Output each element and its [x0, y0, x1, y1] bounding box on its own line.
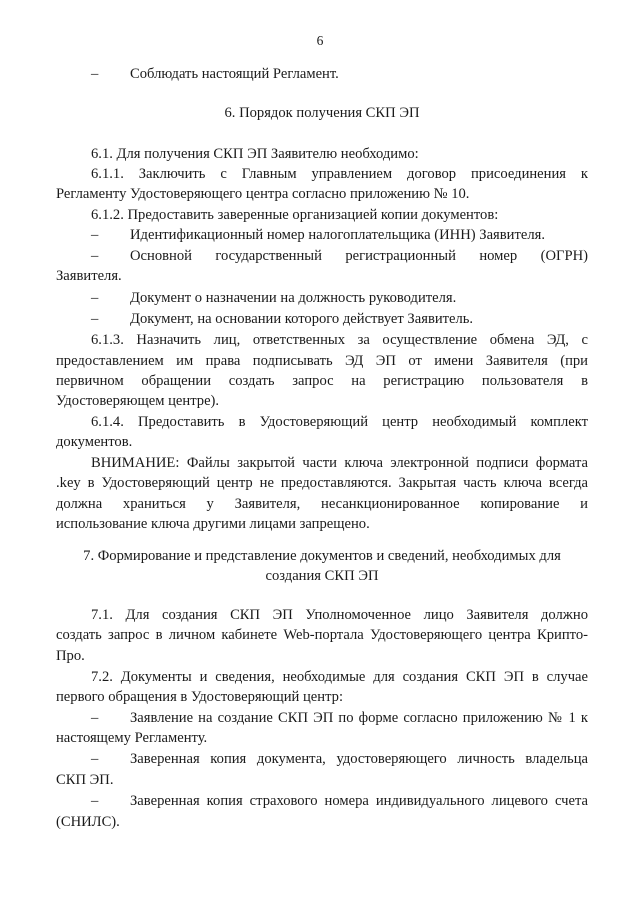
warning-line1: ВНИМАНИЕ: Файлы закрытой части ключа электронной подписи формата — [91, 455, 588, 471]
clause-6-1-4-line1: 6.1.4. Предоставить в Удостоверяющий центр необходимый комплект — [91, 414, 588, 430]
list-item-snils-line1: Заверенная копия страхового номера индивидуального лицевого счета — [130, 793, 588, 809]
section-6-heading: 6. Порядок получения СКП ЭП — [224, 105, 420, 121]
list-item-appointment-doc: Документ о назначении на должность руководителя. — [130, 290, 457, 306]
list-item-id-copy-line2: СКП ЭП. — [56, 772, 114, 788]
section-7-heading-line2: создания СКП ЭП — [265, 568, 379, 584]
clause-6-1-3-line2: предоставлением им права подписывать ЭД ЭП от имени Заявителя (при — [56, 353, 588, 369]
clause-7-2-line2: первого обращения в Удостоверяющий центр: — [56, 689, 344, 705]
list-item-inn: Идентификационный номер налогоплательщика (ИНН) Заявителя. — [130, 227, 545, 243]
list-item-id-copy-line1: Заверенная копия документа, удостоверяющего личность владельца — [130, 751, 588, 767]
list-dash: – — [91, 710, 99, 726]
warning-line3: должна храниться у Заявителя, несанкционированное копирование и — [56, 496, 588, 512]
clause-6-1-1-line1: 6.1.1. Заключить с Главным управлением договор присоединения к — [91, 166, 588, 182]
clause-6-1-1-line2: Регламенту Удостоверяющего центра согласно приложению № 10. — [56, 186, 470, 202]
clause-7-2-line1: 7.2. Документы и сведения, необходимые для создания СКП ЭП в случае — [91, 669, 588, 685]
list-dash: – — [91, 751, 99, 767]
list-dash: – — [91, 290, 99, 306]
list-dash: – — [91, 66, 99, 82]
warning-line2: .key в Удостоверяющий центр не предоставляются. Закрытая часть ключа всегда — [56, 475, 588, 491]
section-7-heading-line1: 7. Формирование и представление документов и сведений, необходимых для — [83, 548, 561, 564]
warning-line4: использование ключа другими лицами запрещено. — [56, 516, 370, 532]
clause-7-1-line2: создать запрос в личном кабинете Web-портала Удостоверяющего центра Крипто- — [56, 627, 588, 643]
list-item-ogrn-line1: Основной государственный регистрационный номер (ОГРН) — [130, 248, 588, 264]
page-number: 6 — [316, 33, 324, 48]
clause-6-1-3-line1: 6.1.3. Назначить лиц, ответственных за осуществление обмена ЭД, с — [91, 332, 588, 348]
list-item-application-line1: Заявление на создание СКП ЭП по форме согласно приложению № 1 к — [130, 710, 588, 726]
clause-7-1-line3: Про. — [56, 648, 85, 664]
clause-6-1: 6.1. Для получения СКП ЭП Заявителю необходимо: — [91, 146, 419, 162]
list-dash: – — [91, 248, 99, 264]
clause-6-1-3-line4: Удостоверяющем центре). — [56, 393, 220, 409]
list-item-follow-regulation: Соблюдать настоящий Регламент. — [130, 66, 339, 82]
clause-6-1-2: 6.1.2. Предоставить заверенные организацией копии документов: — [91, 207, 499, 223]
list-item-application-line2: настоящему Регламенту. — [56, 730, 208, 746]
list-dash: – — [91, 311, 99, 327]
list-item-ogrn-line2: Заявителя. — [56, 268, 122, 284]
clause-7-1-line1: 7.1. Для создания СКП ЭП Уполномоченное лицо Заявителя должно — [91, 607, 588, 623]
list-dash: – — [91, 793, 99, 809]
list-dash: – — [91, 227, 99, 243]
list-item-snils-line2: (СНИЛС). — [56, 814, 120, 830]
list-item-authority-doc: Документ, на основании которого действует Заявитель. — [130, 311, 474, 327]
clause-6-1-3-line3: первичном обращении создать запрос на регистрацию пользователя в — [56, 373, 588, 389]
clause-6-1-4-line2: документов. — [56, 434, 133, 450]
